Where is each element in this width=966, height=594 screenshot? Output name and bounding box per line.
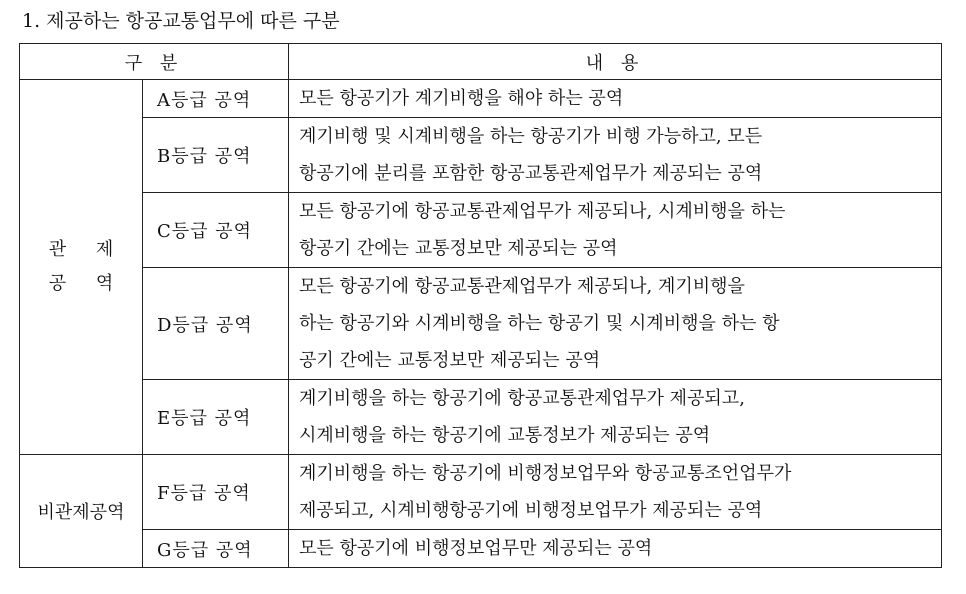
class-label: C등급 공역 bbox=[143, 193, 289, 268]
category-label-line: 공 역 bbox=[48, 273, 126, 294]
description-line: 항공기 간에는 교통정보만 제공되는 공역 bbox=[299, 238, 618, 259]
header-content: 내 용 bbox=[289, 44, 942, 80]
description-line: 항공기에 분리를 포함한 항공교통관제업무가 제공되는 공역 bbox=[299, 163, 763, 184]
class-description bbox=[289, 455, 942, 530]
class-description bbox=[289, 268, 942, 380]
table-row-a bbox=[20, 80, 942, 118]
class-description bbox=[289, 193, 942, 268]
table-row-e bbox=[20, 380, 942, 455]
class-label: G등급 공역 bbox=[143, 530, 289, 568]
class-description bbox=[289, 380, 942, 455]
class-label: D등급 공역 bbox=[143, 268, 289, 380]
description-line: 모든 항공기가 계기비행을 해야 하는 공역 bbox=[299, 88, 624, 109]
table-row-d bbox=[20, 268, 942, 380]
description-line: 모든 항공기에 항공교통관제업무가 제공되나, 계기비행을 bbox=[299, 276, 745, 297]
table-row-f bbox=[20, 455, 942, 530]
table-header-row bbox=[20, 44, 942, 80]
description-line: 제공되고, 시계비행항공기에 비행정보업무가 제공되는 공역 bbox=[299, 500, 763, 521]
description-line: 모든 항공기에 비행정보업무만 제공되는 공역 bbox=[299, 538, 653, 559]
description-line: 하는 항공기와 시계비행을 하는 항공기 및 시계비행을 하는 항 bbox=[299, 313, 780, 334]
class-description bbox=[289, 118, 942, 193]
header-classification: 구 분 bbox=[20, 44, 289, 80]
description-line: 계기비행을 하는 항공기에 비행정보업무와 항공교통조언업무가 bbox=[299, 463, 792, 484]
airspace-classification-table bbox=[19, 43, 942, 568]
class-label: B등급 공역 bbox=[143, 118, 289, 193]
category-label-line: 관 제 bbox=[48, 239, 126, 260]
description-line: 계기비행을 하는 항공기에 항공교통관제업무가 제공되고, bbox=[299, 388, 745, 409]
table-row-g bbox=[20, 530, 942, 568]
class-label: F등급 공역 bbox=[143, 455, 289, 530]
table-row-c bbox=[20, 193, 942, 268]
category-uncontrolled-airspace: 비관제공역 bbox=[20, 455, 143, 568]
category-controlled-airspace bbox=[20, 80, 143, 455]
class-description bbox=[289, 530, 942, 568]
document-heading: 1. 제공하는 항공교통업무에 따른 구분 bbox=[22, 10, 340, 32]
class-label: E등급 공역 bbox=[143, 380, 289, 455]
description-line: 시계비행을 하는 항공기에 교통정보가 제공되는 공역 bbox=[299, 425, 711, 446]
description-line: 공기 간에는 교통정보만 제공되는 공역 bbox=[299, 350, 601, 371]
description-line: 계기비행 및 시계비행을 하는 항공기가 비행 가능하고, 모든 bbox=[299, 126, 763, 147]
description-line: 모든 항공기에 항공교통관제업무가 제공되나, 시계비행을 하는 bbox=[299, 201, 786, 222]
table-row-b bbox=[20, 118, 942, 193]
class-label: A등급 공역 bbox=[143, 80, 289, 118]
class-description bbox=[289, 80, 942, 118]
